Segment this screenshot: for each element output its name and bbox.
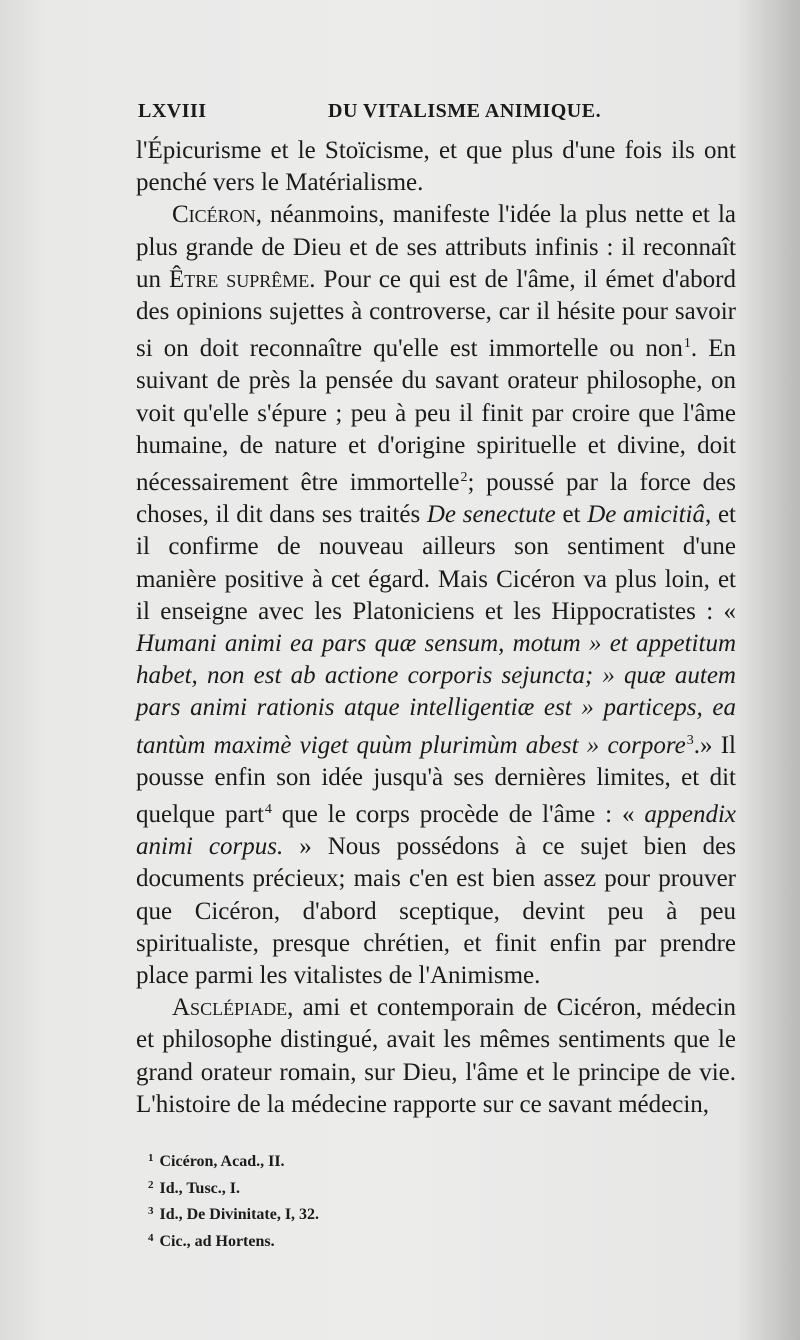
footnote-4: $^4$ Cic., ad Hortens. — [148, 1231, 275, 1250]
name-ciceron: Cicéron — [172, 201, 256, 229]
footnote-ref-2: 2 — [460, 470, 468, 486]
footnote-3: $^3$ Id., De Divinitate, I, 32. — [148, 1205, 320, 1223]
footnote-1: $^1$ Cicéron, Acad., II. — [148, 1152, 285, 1170]
latin-quote-short: appendix animi corpus. — [136, 801, 736, 861]
footnotes — [148, 1147, 708, 1253]
body-text — [136, 135, 736, 1121]
title-de-senectute: De senectute — [426, 501, 556, 529]
footnote-ref-1: 1 — [683, 336, 691, 352]
page-header — [138, 100, 738, 128]
paragraph-1: l'Épicurisme et le Stoïcisme, et que plus d'une fois ils ont penché vers le Matérialisme. — [136, 137, 736, 197]
etre-supreme: Être suprême — [169, 265, 310, 293]
latin-quote: Humani animi ea pars quæ sensum, motum » et appetitum habet, non est ab actione corporis sejuncta; » quæ autem pars animi rationis atque intelligentiæ est » particeps, ea tantùm maximè viget quùm plurimùm abest » corpore — [136, 630, 736, 759]
page-number: LXVIII — [138, 100, 207, 122]
footnote-ref-4: 4 — [264, 802, 272, 818]
footnote-ref-3: 3 — [686, 732, 694, 748]
title-de-amicitia: De amicitiâ — [587, 501, 705, 529]
paragraph-3: Asclépiade, ami et contemporain de Cicéron, médecin et philosophe distingué, avait les mêmes sentiments que le grand orateur romain, sur Dieu, l'âme et le principe de vie. L'histoire de la médecine rapporte sur ce savant médecin, — [136, 994, 736, 1118]
paragraph-2: Cicéron, néanmoins, manifeste l'idée la plus nette et la plus grande de Dieu et de ses attributs infinis : il reconnaît un Être suprême. Pour ce qui est de l'âme, il émet d'abord des opinions sujettes à controverse, car il hésite pour savoir si on doit reconnaître qu'elle est immortelle ou non$^1$. En suivant de près la pensée du savant orateur philosophe, on voit qu'elle s'épure ; peu à peu il finit par croire que l'âme humaine, de nature et d'origine spirituelle et divine, doit nécessairement être immortelle$^2$; poussé par la force des choses, il dit dans ses traités De senectute et De amicitiâ, et il confirme de nouveau ailleurs son sentiment d'une manière positive à cet égard. Mais Cicéron va plus loin, et il enseigne avec les Platoniciens et les Hippocratistes : « Humani animi ea pars quæ sensum, motum » et appetitum habet, non est ab actione corporis sejuncta; » quæ autem pars animi rationis atque intelligentiæ est » particeps, ea tantùm maximè viget quùm plurimùm abest » corpore$^3$.» Il pousse enfin son idée jusqu'à ses dernières limites, et dit quelque part$^4$ que le corps procède de l'âme : « appendix animi corpus. » Nous possédons à ce sujet bien des documents précieux; mais c'en est bien assez pour prouver que Cicéron, d'abord sceptique, devint peu à peu spiritualiste, presque chrétien, et finit enfin par prendre place parmi les vitalistes de l'Animisme. — [136, 201, 736, 990]
name-asclepiade: Asclépiade — [172, 994, 288, 1022]
running-title: DU VITALISME ANIMIQUE. — [328, 100, 602, 122]
footnote-2: $^2$ Id., Tusc., I. — [148, 1178, 240, 1197]
